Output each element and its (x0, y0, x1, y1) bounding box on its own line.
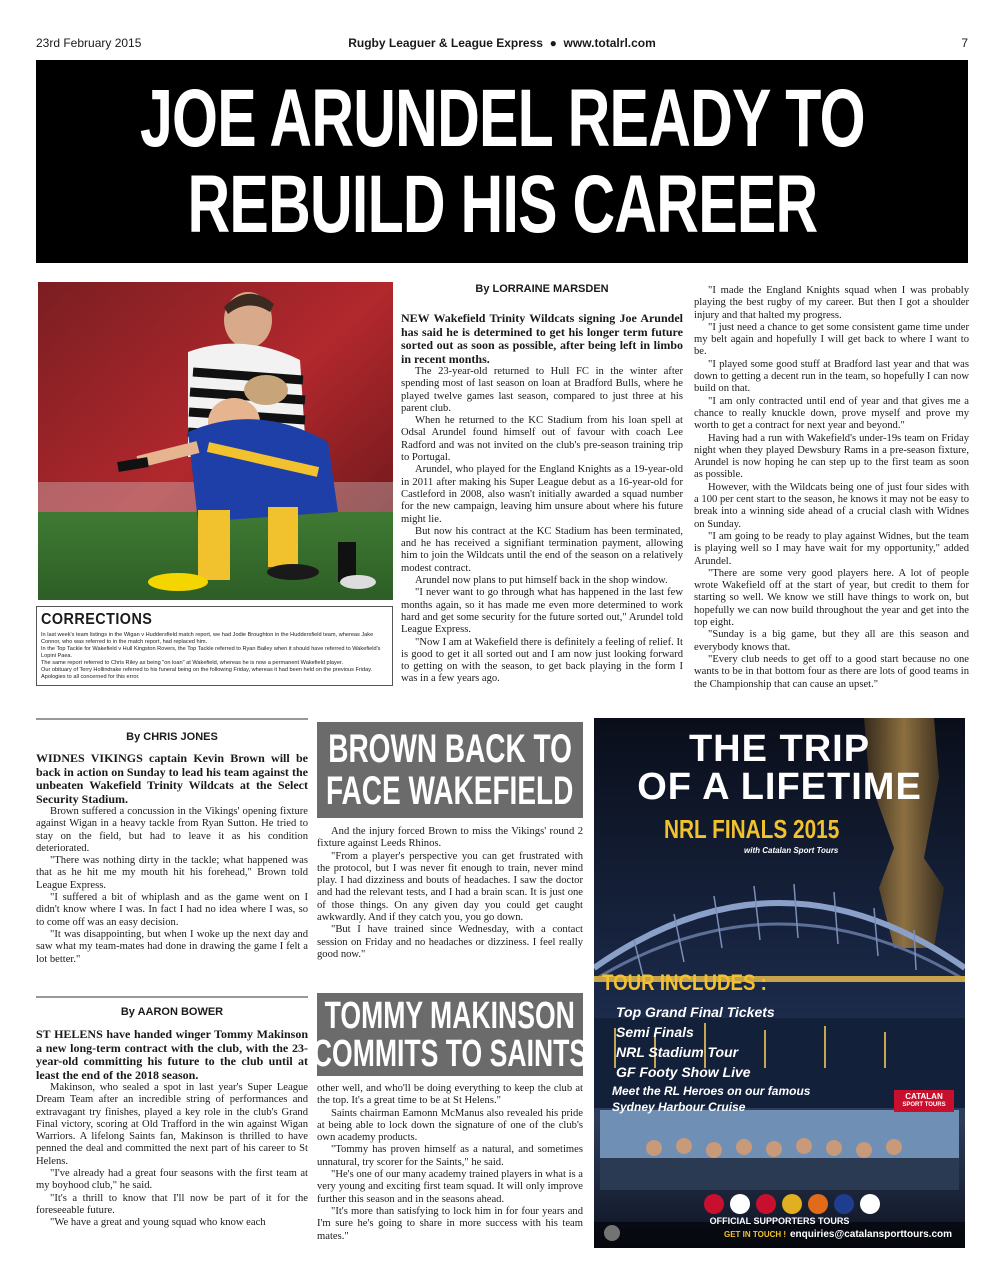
advert-tour-item: Top Grand Final Tickets (616, 1004, 775, 1020)
paragraph: other well, and who'll be doing everything to keep the club at the top. It's a great time to be at St Helens." (317, 1083, 583, 1107)
brown-story-byline: By CHRIS JONES (126, 731, 218, 743)
advert-meet-line1: Meet the RL Heroes on our famous (612, 1084, 811, 1098)
main-story-lead: NEW Wakefield Trinity Wildcats signing Joe Arundel has said he is determined to get his longer term future sorted out as soon as possible, after being left in limbo in recent months. (401, 311, 683, 366)
page-number: 7 (961, 36, 968, 50)
paragraph: "Every club needs to get off to a good start because no one wants to be in that bottom four as there are lots of good teams in the Championship that can cause an upset." (694, 653, 969, 690)
masthead (0, 36, 1004, 50)
paragraph: "There was nothing dirty in the tackle; what happened was that as he hit me my mouth hit his forehead," Brown told League Express. (36, 855, 308, 891)
paragraph: "It's a thrill to know that I'll now be part of it for the foreseeable future. (36, 1192, 308, 1216)
brown-headline-box (317, 722, 583, 818)
brown-story-lead: WIDNES VIKINGS captain Kevin Brown will be back in action on Sunday to lead his team against the unbeaten Wakefield Trinity Wildcats at the Select Security Stadium. (36, 751, 308, 806)
advert-title-line1: THE TRIP (688, 728, 871, 770)
paragraph: "It was disappointing, but when I woke up the next day and saw what my team-mates had done in drawing the game I felt a lot better." (36, 928, 308, 965)
advert-tour-item: Semi Finals (616, 1024, 694, 1040)
makinson-headline-line2: COMMITS TO SAINTS (312, 1032, 588, 1075)
paragraph: Saints chairman Eamonn McManus also revealed his pride at being able to lock down the signature of one of the club's own academy products. (317, 1107, 583, 1144)
makinson-headline-line1: TOMMY MAKINSON (324, 994, 576, 1037)
brown-story-column-2 (317, 826, 583, 961)
paragraph: "I am only contracted until end of year and that gives me a chance to really knuckle down, prove myself and prove my worth to get a contract for next year and beyond." (694, 395, 969, 432)
paragraph: "I suffered a bit of whiplash and as the game went on I didn't know where I was. In fact I had no idea where I was, so to come off was an easy decision. (36, 892, 308, 928)
issue-date: 23rd February 2015 (36, 36, 142, 50)
paragraph: "There are some very good players here. A lot of people wrote Wakefield off at the start of year, but credit to them for starting so well. We know we still have things to work on, but hopefully we can now build throughout the year and get into the top eight. (694, 567, 969, 629)
paragraph: Having had a run with Wakefield's under-19s team on Friday night when they played Dewsbury Rams in a pre-season fixture, Arundel is now hoping he can step up to the first team as soon as possible. (694, 432, 969, 481)
advert-official-text: OFFICIAL SUPPORTERS TOURS (709, 1216, 850, 1226)
paragraph: "It's more than satisfying to lock him in for four years and I'm sure he's going to share in more success with his team mates." (317, 1205, 583, 1242)
advert-event: NRL FINALS 2015 (664, 814, 840, 844)
paragraph: Arundel now plans to put himself back in the shop window. (415, 575, 668, 587)
advert-get-in-touch: GET IN TOUCH ! (724, 1230, 787, 1239)
main-story-byline: By LORRAINE MARSDEN (475, 283, 609, 295)
brown-headline-line2: FACE WAKEFIELD (326, 769, 574, 813)
paragraph: "Now I am at Wakefield there is definitely a feeling of relief. It is good to get it all sorted out and I am now just looking forward to getting on with the season, to get back playing in the form I was in a few years ago. (401, 636, 683, 685)
section-rule (36, 996, 308, 998)
paragraph: "We have a great and young squad who know each (50, 1217, 266, 1229)
paragraph: However, with the Wildcats being one of just four sides with a 100 per cent start to the season, he knows it may not be easy to break into a winning side ahead of a crucial clash with Widnes on Sunday. (694, 481, 969, 530)
correction-item: Our obituary of Terry Hollindrake referred to his funeral being on the following Friday, whereas it had been held on the previous Friday. Apologies to all concerned for this error. (41, 667, 373, 680)
advert-tour-includes: TOUR INCLUDES : (602, 970, 767, 995)
correction-item: The same report referred to Chris Riley as being "on loan" at Wakefield, whereas he is now a permanent Wakefield player. (41, 660, 344, 666)
paragraph: "Sunday is a big game, but they all are this season and everybody knows that. (694, 629, 969, 653)
advert-with-text: with Catalan Sport Tours (744, 846, 839, 855)
advert-email-link[interactable]: enquiries@catalansporttours.com (790, 1229, 953, 1240)
separator-dot: ● (549, 36, 557, 50)
advert-meet-line2: Sydney Harbour Cruise (612, 1100, 746, 1114)
paragraph: "I made the England Knights squad when I was probably playing the best rugby of my career. But then I got a shoulder injury and that halted my progress. (694, 285, 969, 321)
paragraph: "I never want to go through what has happened in the last few months again, so it has made me even more determined to work hard and get some security for the future sorted out," Arundel told League Express. (401, 587, 683, 636)
makinson-headline-box (312, 993, 588, 1076)
correction-item: In the Top Tackle for Wakefield v Hull Kingston Rovers, the Top Tackle referred to Ryan Bailey when it should have referred to Wakefield's Lopini Paea. (41, 646, 381, 659)
brown-headline-line1: BROWN BACK TO (328, 727, 572, 771)
website-link[interactable]: www.totalrl.com (563, 36, 656, 50)
catalan-logo-line1: CATALAN (905, 1092, 943, 1101)
corrections-title: CORRECTIONS (41, 611, 153, 628)
corrections-box (36, 606, 393, 686)
paragraph: "I've already had a great four seasons with the first team at my boyhood club," he said. (36, 1168, 308, 1192)
paragraph: "From a player's perspective you can get frustrated with the protocol, but I was never fit enough to train, never mind play. I had dizziness and bouts of headaches. I saw the doctor and had the relevant tests, and I had a brain scan. It is just one of those things. On any given day you could get caught awkwardly. And if they catch you, you go down. (317, 850, 583, 924)
correction-item: In last week's team listings in the Wigan v Huddersfield match report, we had Jodie Broughton in the Huddersfield team, whereas Jake Connor, who was referred to in the match report, had replaced him. (41, 632, 374, 645)
paragraph: "But I have trained since Wednesday, with a contact session on Friday and no headaches or dizziness. I feel really good now." (317, 924, 583, 960)
main-headline-line2: REBUILD HIS CAREER (187, 158, 817, 250)
makinson-story-column-2 (317, 1083, 583, 1243)
paragraph: The 23-year-old returned to Hull FC in the winter after spending most of last season on loan at Bradford Bulls, where he played twelve games last season, compared to just three at his parent club. (401, 366, 683, 414)
main-story-column-1 (401, 312, 683, 686)
nrl-finals-advert[interactable] (594, 718, 965, 1248)
publication-name: Rugby Leaguer & League Express (348, 36, 543, 50)
main-headline-line1: JOE ARUNDEL READY TO (139, 72, 865, 164)
advert-tour-item: GF Footy Show Live (616, 1064, 751, 1080)
paragraph: Brown suffered a concussion in the Vikings' opening fixture against Wigan in a heavy tackle from Ryan Sutton. He tried to stay on the field, but had to leave it as his condition deteriorated. (36, 806, 308, 854)
catalan-logo (894, 1090, 954, 1112)
makinson-story-column-1 (36, 1028, 308, 1230)
paragraph: "I am going to be ready to play against Widnes, but the team is playing well so I may have wait for my opportunity," added Arundel. (694, 530, 969, 567)
makinson-story-lead: ST HELENS have handed winger Tommy Makinson a new long-term contract with the club, with the 23-year-old committing his future to the club until at least the end of the 2018 season. (36, 1027, 308, 1082)
rugby-tackle-photo (38, 282, 393, 600)
advert-title-line2: OF A LIFETIME (637, 766, 922, 808)
paragraph: Arundel, who played for the England Knights as a 19-year-old in 2011 after making his Super League debut as a 16-year-old for Castleford in 2008, also wasn't initially awarded a squad number for the new campaign, leaving him unsure about where his future might lie. (401, 464, 683, 525)
page-header (0, 36, 1004, 54)
paragraph: "He's one of our many academy trained players in what is a very young and exciting first team squad. It will only improve further this season and in the seasons ahead. (317, 1169, 583, 1205)
advert-tour-item: NRL Stadium Tour (616, 1044, 739, 1060)
paragraph: "I just need a chance to get some consistent game time under my belt again and hopefully I will get back to where I want to be. (694, 321, 969, 358)
paragraph: And the injury forced Brown to miss the Vikings' round 2 fixture against Leeds Rhinos. (317, 826, 583, 850)
brown-story-column-1 (36, 752, 308, 966)
main-story-column-2 (694, 285, 969, 691)
main-headline-banner (36, 60, 968, 263)
section-rule (36, 718, 308, 720)
paragraph: "I played some good stuff at Bradford last year and that was down to getting a decent run in the team, so hopefully I can now build on that. (694, 358, 969, 395)
paragraph: But now his contract at the KC Stadium has been terminated, and he has received a signifiant termination payment, allowing him to join the Wildcats until the end of the season on a relatively modest contract. (401, 525, 683, 574)
paragraph: Makinson, who sealed a spot in last year's Super League Dream Team after an incredible string of performances and extravagant try finishes, played a key role in the club's Grand Final victory, scoring at Old Trafford in the win against Wigan Warriors. A lifelong Saints fan, Makinson is thrilled to have penned the deal and committed the next part of his career to St Helens. (36, 1082, 308, 1167)
paragraph: "Tommy has proven himself as a natural, and sometimes unnatural, try scorer for the Saints," he said. (317, 1144, 583, 1168)
paragraph: When he returned to the KC Stadium from his loan spell at Odsal Arundel found himself out of favour with coach Lee Radford and was not invited on the club's pre-season training trip to Portugal. (401, 415, 683, 464)
catalan-logo-line2: SPORT TOURS (902, 1102, 946, 1108)
makinson-story-byline: By AARON BOWER (120, 1006, 224, 1018)
